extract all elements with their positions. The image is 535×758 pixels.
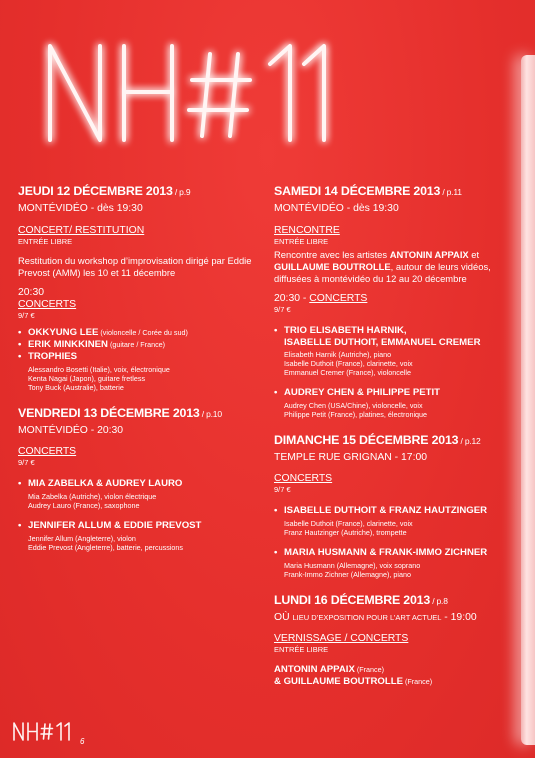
bullet-icon: • — [274, 547, 278, 558]
bullet-icon: • — [18, 339, 22, 350]
price-sunday: 9/7 € — [274, 485, 291, 494]
price-friday: 9/7 € — [18, 458, 35, 467]
price-saturday: 9/7 € — [274, 305, 291, 314]
performer-husmann-zichner: • MARIA HUSMANN & FRANK-IMMO ZICHNER Maria Husmann (Allemagne), voix soprano Frank-Immo Zichner (Allemagne), piano — [274, 547, 520, 579]
member-line: Franz Hautzinger (Autriche), trompette — [284, 528, 407, 537]
member-line: Isabelle Duthoit (France), clarinette, voix — [284, 519, 413, 528]
bullet-icon: • — [274, 505, 278, 516]
member-line: Eddie Prevost (Angleterre), batterie, percussions — [28, 543, 184, 552]
performer-chen-petit: • AUDREY CHEN & PHILIPPE PETIT Audrey Chen (USA/Chine), violoncelle, voix Philippe Petit (France), platines, électronique — [274, 387, 520, 419]
venue-thursday: MONTÉVIDÉO - dès 19:30 — [18, 203, 143, 214]
performer-okkyung-lee: • OKKYUNG LEE (violoncelle / Corée du sud) — [18, 327, 188, 338]
bullet-icon: • — [274, 387, 278, 398]
member-line: Audrey Chen (USA/Chine), violoncelle, voix — [284, 401, 423, 410]
member-line: Kenta Nagai (Japon), guitare fretless — [28, 374, 146, 383]
category-rencontre: RENCONTRE — [274, 225, 340, 236]
footer-logo — [12, 721, 74, 746]
performer-trophies: • TROPHIES Alessandro Bosetti (Italie), voix, électronique Kenta Nagai (Japon), guitare fretless Tony Buck (Australie), batterie — [18, 351, 263, 392]
venue-friday: MONTÉVIDÉO - 20:30 — [18, 425, 124, 436]
category-concerts-friday: CONCERTS — [18, 446, 77, 457]
day-heading-sunday: DIMANCHE 15 DÉCEMBRE 2013 / p.12 — [274, 433, 481, 447]
member-line: Maria Husmann (Allemagne), voix soprano — [284, 561, 421, 570]
performer-duthoit-hautzinger: • ISABELLE DUTHOIT & FRANZ HAUTZINGER Isabelle Duthoit (France), clarinette, voix Franz Hautzinger (Autriche), trompette — [274, 505, 520, 537]
venue-saturday: MONTÉVIDÉO - dès 19:30 — [274, 203, 399, 214]
member-line: Emmanuel Cremer (France), violoncelle — [284, 368, 412, 377]
day-heading-monday: LUNDI 16 DÉCEMBRE 2013 / p.8 — [274, 593, 448, 607]
artist-antonin-appaix: ANTONIN APPAIX (France) — [274, 664, 384, 675]
member-line: Mia Zabelka (Autriche), violon électrique — [28, 492, 157, 501]
member-line: Philippe Petit (France), platines, électronique — [284, 410, 428, 419]
page-footer — [12, 721, 84, 746]
member-line: Jennifer Allum (Angleterre), violon — [28, 534, 136, 543]
time-saturday: 20:30 - CONCERTS — [274, 293, 368, 304]
category-concerts-sunday: CONCERTS — [274, 473, 333, 484]
footer-nh11-graphic — [12, 721, 74, 741]
entry-note: ENTRÉE LIBRE — [274, 645, 329, 654]
neon-nh11-graphic — [42, 28, 342, 148]
day-heading-thursday: JEUDI 12 DÉCEMBRE 2013 / p.9 — [18, 184, 191, 198]
performer-zabelka-lauro: • MIA ZABELKA & AUDREY LAURO Mia Zabelka (Autriche), violon électrique Audrey Lauro (France), saxophone — [18, 478, 263, 510]
member-line: Isabelle Duthoit (France), clarinette, voix — [284, 359, 413, 368]
bullet-icon: • — [18, 478, 22, 489]
member-line: Audrey Lauro (France), saxophone — [28, 501, 140, 510]
bullet-icon: • — [18, 327, 22, 338]
member-line: Frank-Immo Zichner (Allemagne), piano — [284, 570, 412, 579]
venue-monday: OÙ LIEU D’EXPOSITION POUR L’ART ACTUEL - 19:00 — [274, 612, 477, 623]
category-vernissage-concerts: VERNISSAGE / CONCERTS — [274, 633, 409, 644]
price-thursday: 9/7 € — [18, 311, 35, 320]
description-rencontre: Rencontre avec les artistes ANTONIN APPAIX et GUILLAUME BOUTROLLE, autour de leurs vidéos, diffusées à montévidéo du 12 au 20 décembre — [274, 249, 491, 284]
venue-sunday: TEMPLE RUE GRIGNAN - 17:00 — [274, 452, 428, 463]
bullet-icon: • — [18, 520, 22, 531]
member-line: Tony Buck (Australie), batterie — [28, 383, 124, 392]
performer-allum-prevost: • JENNIFER ALLUM & EDDIE PREVOST Jennifer Allum (Angleterre), violon Eddie Prevost (Angleterre), batterie, percussions — [18, 520, 263, 552]
category-concert-restitution: CONCERT/ RESTITUTION — [18, 225, 145, 236]
description-restitution: Restitution du workshop d’improvisation dirigé par Eddie Prevost (AMM) les 10 et 11 décembre — [18, 255, 252, 278]
day-heading-saturday: SAMEDI 14 DÉCEMBRE 2013 / p.11 — [274, 184, 462, 198]
neon-title-logo — [42, 28, 342, 148]
artist-guillaume-boutrolle: & GUILLAUME BOUTROLLE (France) — [274, 676, 433, 687]
performer-trio-harnik: • TRIO ELISABETH HARNIK, ISABELLE DUTHOIT, EMMANUEL CREMER Elisabeth Harnik (Autriche), piano Isabelle Duthoit (France), clarinette, voix Emmanuel Cremer (France), violoncelle — [274, 325, 520, 377]
category-concerts-thursday: CONCERTS — [18, 299, 77, 310]
bullet-icon: • — [274, 325, 278, 336]
entry-note: ENTRÉE LIBRE — [18, 237, 73, 246]
member-line: Elisabeth Harnik (Autriche), piano — [284, 350, 392, 359]
time-thursday: 20:30 — [18, 287, 45, 298]
page-number: 6 — [80, 737, 85, 746]
bullet-icon: • — [18, 351, 22, 362]
entry-note: ENTRÉE LIBRE — [274, 237, 329, 246]
day-heading-friday: VENDREDI 13 DÉCEMBRE 2013 / p.10 — [18, 406, 222, 420]
performer-erik-minkkinen: • ERIK MINKKINEN (guitare / France) — [18, 339, 166, 350]
left-column — [18, 184, 263, 552]
neon-tube-decoration — [521, 55, 535, 745]
member-line: Alessandro Bosetti (Italie), voix, électronique — [28, 365, 170, 374]
right-column — [274, 184, 520, 688]
